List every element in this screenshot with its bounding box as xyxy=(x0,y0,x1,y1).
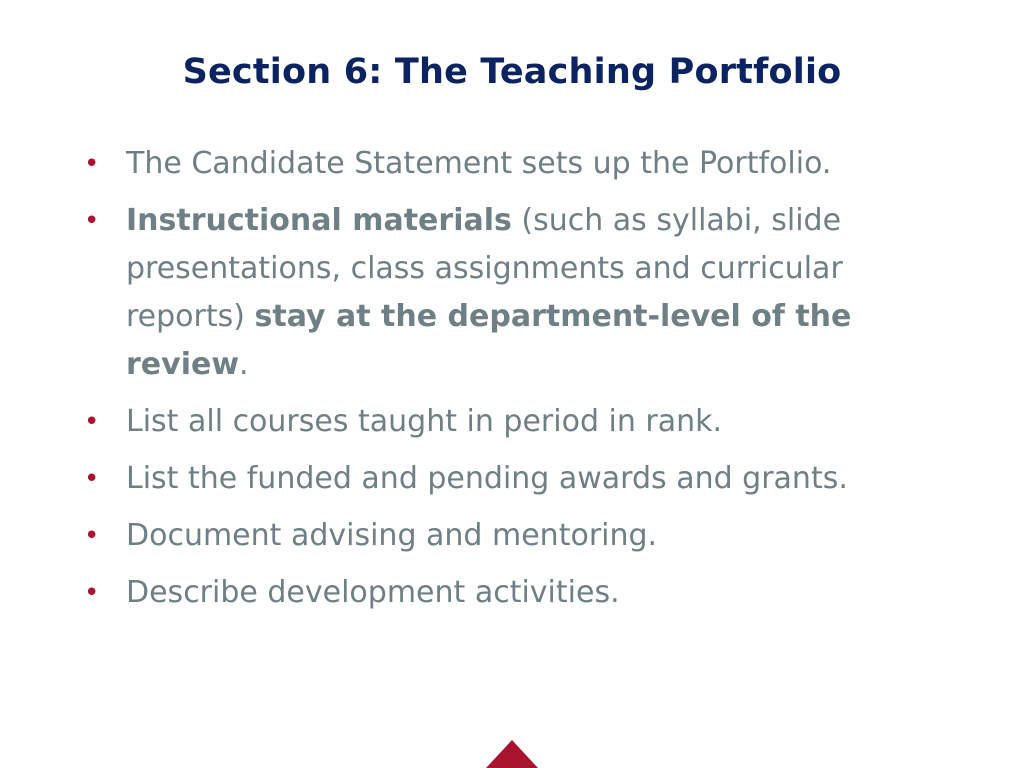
bullet-text: . xyxy=(239,347,249,382)
bullet-icon: • xyxy=(84,464,100,494)
bullet-item-courses xyxy=(84,398,944,446)
bullet-item-advising xyxy=(84,512,944,560)
bullet-icon: • xyxy=(84,407,100,437)
bullet-item-development xyxy=(84,569,944,617)
bullet-text: Document advising and mentoring. xyxy=(126,518,658,553)
bullet-bold-text: stay at the department-level of the review xyxy=(126,299,852,382)
bullet-text: List the funded and pending awards and grants. xyxy=(126,461,848,496)
bullet-icon: • xyxy=(84,578,100,608)
bullet-item-instructional-materials xyxy=(84,197,944,389)
triangle-icon xyxy=(486,740,538,768)
bullet-icon: • xyxy=(84,149,100,179)
bullet-icon: • xyxy=(84,521,100,551)
bullet-item-candidate-statement xyxy=(84,140,944,188)
bullet-text: The Candidate Statement sets up the Portfolio. xyxy=(126,146,832,181)
bullet-icon: • xyxy=(84,206,100,236)
bullet-list xyxy=(84,140,944,626)
bullet-text: (such as syllabi, slide presentations, class assignments and curricular reports) xyxy=(126,203,843,334)
slide-title: Section 6: The Teaching Portfolio xyxy=(182,52,842,92)
bullet-item-awards xyxy=(84,455,944,503)
bullet-bold-text: Instructional materials xyxy=(126,203,512,238)
bullet-text: Describe development activities. xyxy=(126,575,620,610)
bullet-text: List all courses taught in period in rank. xyxy=(126,404,723,439)
